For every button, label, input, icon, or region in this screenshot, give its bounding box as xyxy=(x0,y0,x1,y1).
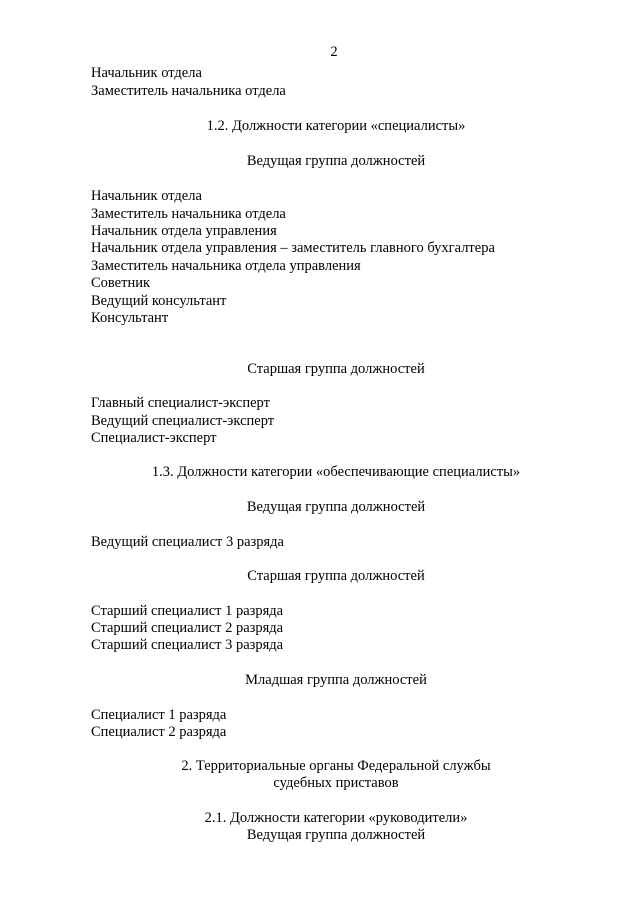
list-item: Начальник отдела управления – заместитель главного бухгалтера xyxy=(91,240,495,256)
list-item: Советник xyxy=(91,275,151,291)
list-item: Специалист-эксперт xyxy=(91,430,217,446)
list-item: Специалист 1 разряда xyxy=(91,707,227,723)
list-item: Начальник отдела xyxy=(91,188,202,204)
list-item: Главный специалист-эксперт xyxy=(91,395,270,411)
group-title: Ведущая группа должностей xyxy=(246,499,426,515)
group-title: Старшая группа должностей xyxy=(247,361,425,377)
section-heading: 2. Территориальные органы Федеральной службы xyxy=(181,758,491,774)
section-heading: судебных приставов xyxy=(273,775,399,791)
section-heading: 1.2. Должности категории «специалисты» xyxy=(206,118,466,134)
group-title: Старшая группа должностей xyxy=(247,568,425,584)
list-item: Ведущий специалист-эксперт xyxy=(91,413,275,429)
group-title: Ведущая группа должностей xyxy=(246,827,426,843)
section-heading: 2.1. Должности категории «руководители» xyxy=(204,810,468,826)
list-item: Начальник отдела управления xyxy=(91,223,277,239)
list-item: Заместитель начальника отдела xyxy=(91,83,286,99)
list-item: Старший специалист 3 разряда xyxy=(91,637,284,653)
list-item: Ведущий специалист 3 разряда xyxy=(91,534,284,550)
list-item: Консультант xyxy=(91,310,169,326)
list-item: Заместитель начальника отдела xyxy=(91,206,286,222)
list-item: Специалист 2 разряда xyxy=(91,724,227,740)
section-heading: 1.3. Должности категории «обеспечивающие специалисты» xyxy=(151,464,521,480)
group-title: Ведущая группа должностей xyxy=(246,153,426,169)
list-item: Начальник отдела xyxy=(91,65,202,81)
page-number: 2 xyxy=(330,44,338,60)
list-item: Заместитель начальника отдела управления xyxy=(91,258,361,274)
group-title: Младшая группа должностей xyxy=(245,672,427,688)
list-item: Ведущий консультант xyxy=(91,293,227,309)
list-item: Старший специалист 2 разряда xyxy=(91,620,284,636)
list-item: Старший специалист 1 разряда xyxy=(91,603,284,619)
